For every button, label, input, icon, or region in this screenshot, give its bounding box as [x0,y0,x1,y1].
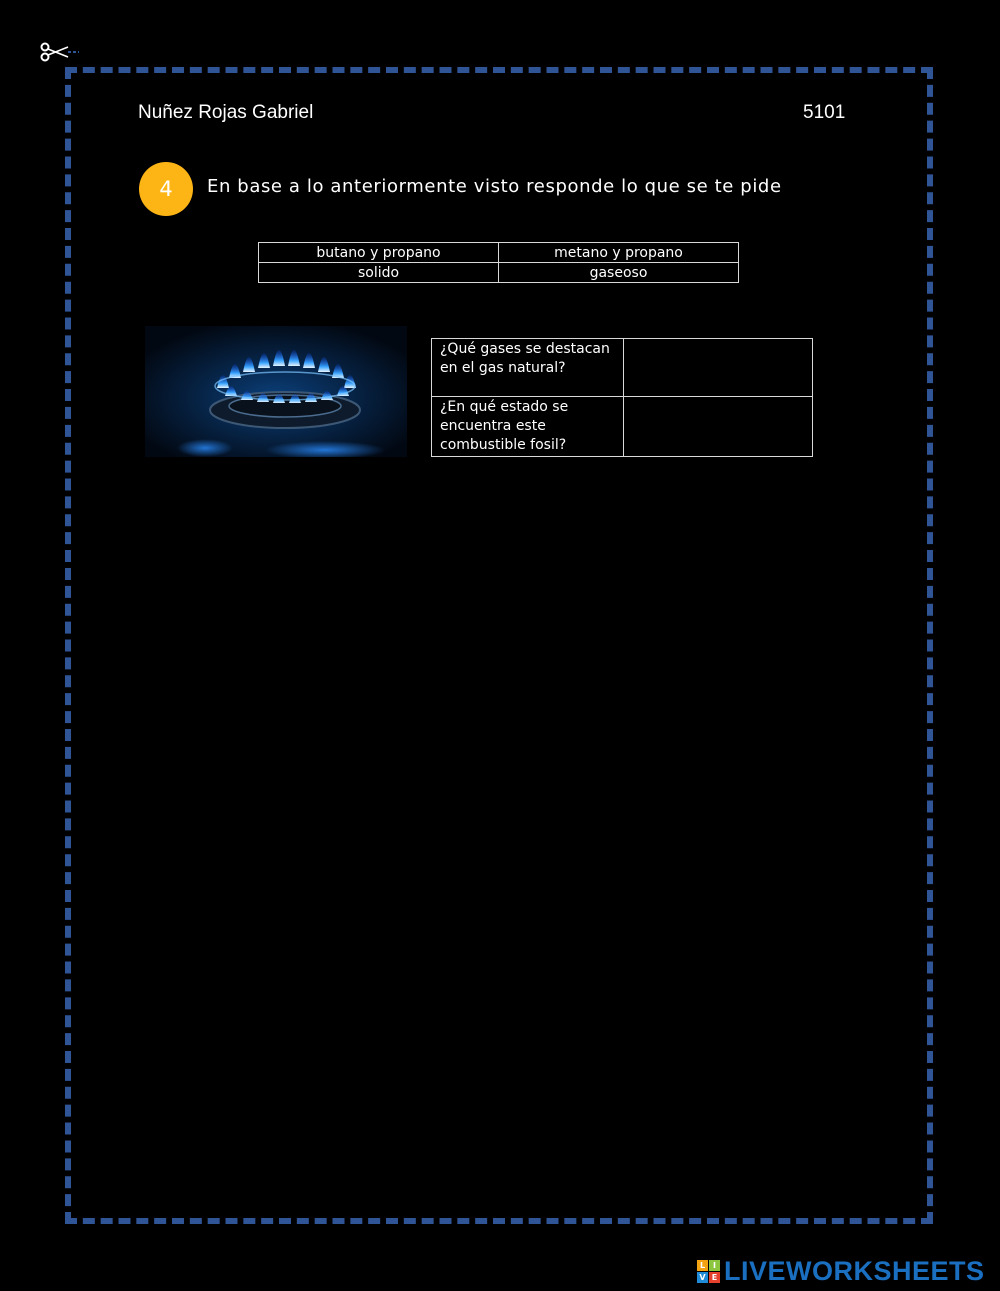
liveworksheets-brand-text: LIVEWORKSHEETS [724,1255,985,1286]
options-row [259,263,739,283]
logo-letter: V [697,1272,708,1283]
question-instruction: En base a lo anteriormente visto responde lo que se te pide [207,176,782,197]
option-cell: gaseoso [499,263,739,283]
gas-burner-flame-image [145,326,407,457]
dashed-page-border [65,67,933,1224]
group-code: 5101 [803,102,846,123]
answer-input-gases[interactable] [632,340,804,395]
logo-letter: L [697,1260,708,1271]
option-cell: metano y propano [499,243,739,263]
logo-letter: I [709,1260,720,1271]
options-row [259,243,739,263]
student-name: Nuñez Rojas Gabriel [138,102,314,123]
questions-table [431,338,813,457]
question-text: ¿En qué estado se encuentra este combustible fosil? [432,397,624,457]
question-row [432,397,813,457]
option-cell: butano y propano [259,243,499,263]
scissors-icon [38,38,80,66]
answer-options-table [258,242,739,283]
question-row [432,339,813,397]
answer-cell [624,339,813,397]
question-text: ¿Qué gases se destacan en el gas natural? [432,339,624,397]
liveworksheets-logo-icon [697,1260,720,1283]
question-number-badge: 4 [139,162,193,216]
answer-cell [624,397,813,457]
answer-input-estado[interactable] [632,398,804,455]
liveworksheets-watermark[interactable] [697,1256,985,1286]
option-cell: solido [259,263,499,283]
logo-letter: E [709,1272,720,1283]
